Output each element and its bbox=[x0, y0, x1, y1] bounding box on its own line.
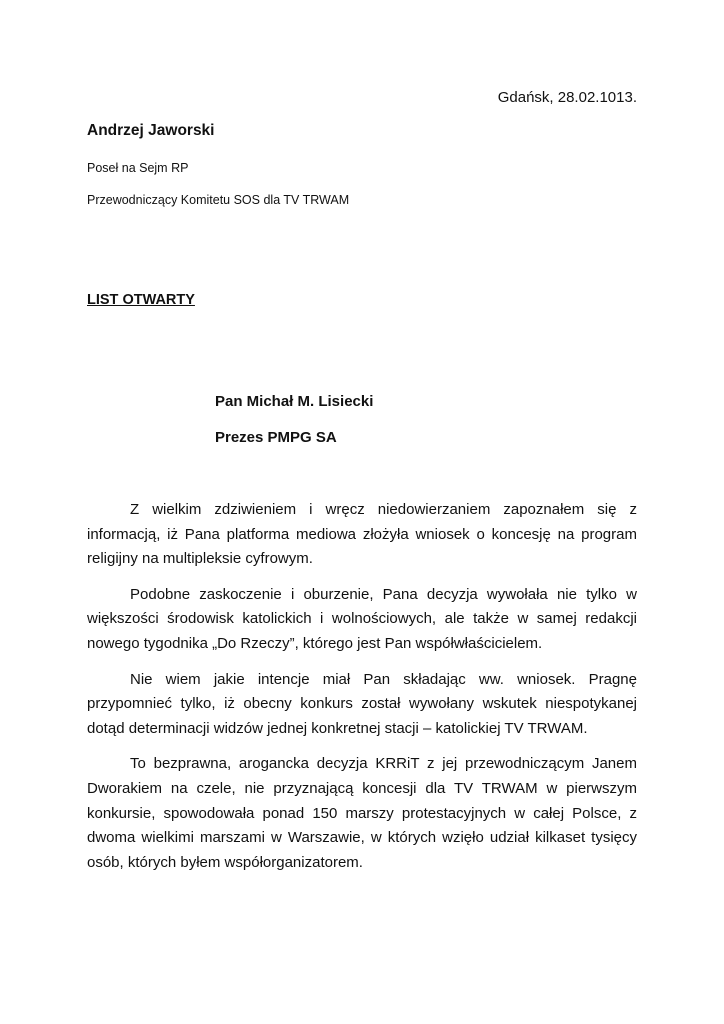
sender-position: Poseł na Sejm RP bbox=[87, 161, 189, 175]
recipient-name: Pan Michał M. Lisiecki bbox=[215, 393, 374, 410]
sender-name: Andrzej Jaworski bbox=[87, 122, 215, 139]
letter-title: LIST OTWARTY bbox=[87, 292, 195, 308]
body-paragraph: Podobne zaskoczenie i oburzenie, Pana decyzja wywołała nie tylko w większości środowisk katolickich i wolnościowych, ale także w samej redakcji nowego tygodnika „Do Rzeczy”, którego jest Pan współwłaścicielem. bbox=[87, 585, 637, 652]
recipient-title: Prezes PMPG SA bbox=[215, 429, 337, 446]
body-paragraph: To bezprawna, arogancka decyzja KRRiT z jej przewodniczącym Janem Dworakiem na czele, nie przyznającą koncesji dla TV TRWAM w pierwszym konkursie, spowodowała ponad 150 marszy protestacyjnych w całej Polsce, z dwoma wielkimi marszami w Warszawie, w których wzięło udział kilkaset tysięcy osób, których byłem współorganizatorem. bbox=[87, 755, 637, 871]
letter-body bbox=[87, 498, 637, 886]
sender-committee: Przewodniczący Komitetu SOS dla TV TRWAM bbox=[87, 193, 350, 207]
letter-date: Gdańsk, 28.02.1013. bbox=[497, 89, 637, 106]
body-paragraph: Z wielkim zdziwieniem i wręcz niedowierzaniem zapoznałem się z informacją, iż Pana platforma mediowa złożyła wniosek o koncesję na program religijny na multipleksie cyfrowym. bbox=[87, 501, 637, 568]
body-paragraph: Nie wiem jakie intencje miał Pan składając ww. wniosek. Pragnę przypomnieć tylko, iż obecny konkurs został wywołany wskutek niespotykanej dotąd determinacji widzów jednej konkretnej stacji – katolickiej TV TRWAM. bbox=[87, 670, 637, 737]
